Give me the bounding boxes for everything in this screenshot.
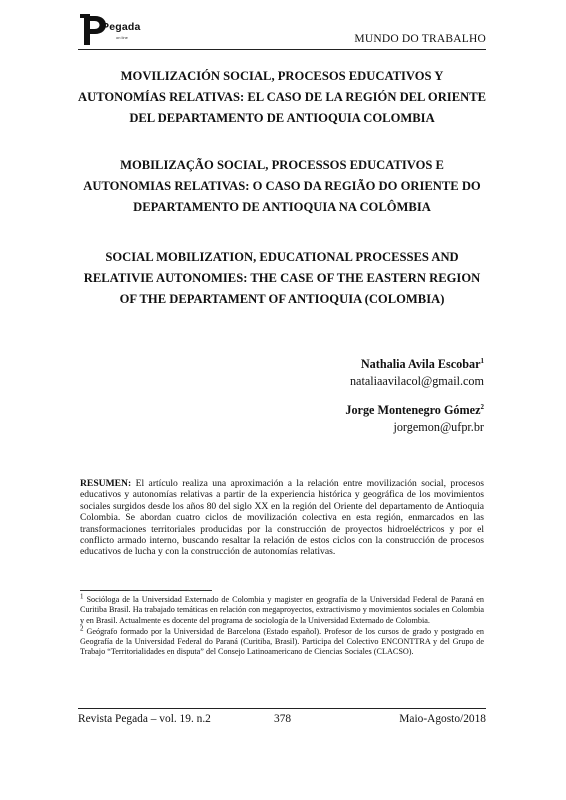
title-english: SOCIAL MOBILIZATION, EDUCATIONAL PROCESSES AND RELATIVIE AUTONOMIES: THE CASE OF THE EASTERN REGION OF THE DEPARTAMENT OF ANTIOQUIA (COLOMBIA) [83,250,481,306]
author-name: Jorge Montenegro Gómez$^2$ [345,402,484,417]
footer-journal: Revista Pegada – vol. 19. n.2 [78,713,211,725]
footnote-mark: 2 [80,624,84,633]
running-head: MUNDO DO TRABALHO [354,33,486,45]
authors-block [345,356,484,436]
title-spanish: MOVILIZACIÓN SOCIAL, PROCESOS EDUCATIVOS Y AUTONOMÍAS RELATIVAS: EL CASO DE LA REGIÓN DEL ORIENTE DEL DEPARTAMENTO DE ANTIOQUIA COLOMBIA [78,69,486,125]
abstract [80,478,484,558]
footnote-item [80,592,484,626]
title-portuguese: MOBILIZAÇÃO SOCIAL, PROCESSOS EDUCATIVOS E AUTONOMIAS RELATIVAS: O CASO DA REGIÃO DO ORIENTE DO DEPARTAMENTO DE ANTIOQUIA NA COLÔMBIA [83,158,481,214]
header-rule [78,49,486,50]
author-email[interactable]: jorgemon@ufpr.br [393,420,484,434]
footnote-text: Socióloga de la Universidad Externado de Colombia y magister en geografía de la Universidad Federal de Paraná en Curitiba Brasil. Ha trabajado temáticas en relación con megaproyectos, extractivismo y movimientos sociales en Colombia y en Brasil. Actualmente es docente del programa de sociología de la Universidad Externado de Colombia. [80,595,484,625]
page-number: 378 [274,713,292,725]
footer-date: Maio-Agosto/2018 [399,713,486,725]
author-footnote-mark[interactable]: 1 [480,356,484,365]
footnote-rule [80,590,212,591]
logo-wordmark: Pegada [102,21,141,33]
journal-logo [78,12,158,48]
footer-rule [78,708,486,709]
footnotes [80,592,484,659]
footnote-mark: 1 [80,592,84,601]
logo-subtext: on line [116,35,128,40]
footnote-text: Geógrafo formado por la Universidad de Barcelona (Estado español). Profesor de los cursos de grado y postgrado en Geografía de la Universidad Federal do Paraná (Curitiba, Brasil). Participa del Colectivo ENCONTTRA y del Grupo de Trabajo “Territorialidades en disputa” del Consejo Latinoamericano de Ciencias Sociales (CLACSO). [80,626,484,657]
abstract-label: RESUMEN: [80,478,132,489]
abstract-text: El artículo realiza una aproximación a la relación entre movilización social, procesos educativos y autonomías relativas a partir de la experiencia histórica y geográfica de los movimientos sociales surgidos desde los años 80 del siglo XX en la región del Oriente del departamento de Antioquia Colombia. Se abordan cuatro ciclos de movilización colectiva en esta región, enmarcados en las transformaciones territoriales producidas por la construcción de proyectos hidroeléctricos y por el conflicto armado interno, buscando resaltar la relación de estos ciclos con la construcción de procesos educativos de lucha y con la construcción de autonomías relativas. [80,478,484,558]
page-footer [78,713,486,729]
author-footnote-mark[interactable]: 2 [480,402,484,411]
author-name: Nathalia Avila Escobar$^1$ [360,356,484,371]
author-email[interactable]: nataliaavilacol@gmail.com [349,374,484,388]
footnote-item [80,624,484,658]
titles-block [78,66,486,310]
